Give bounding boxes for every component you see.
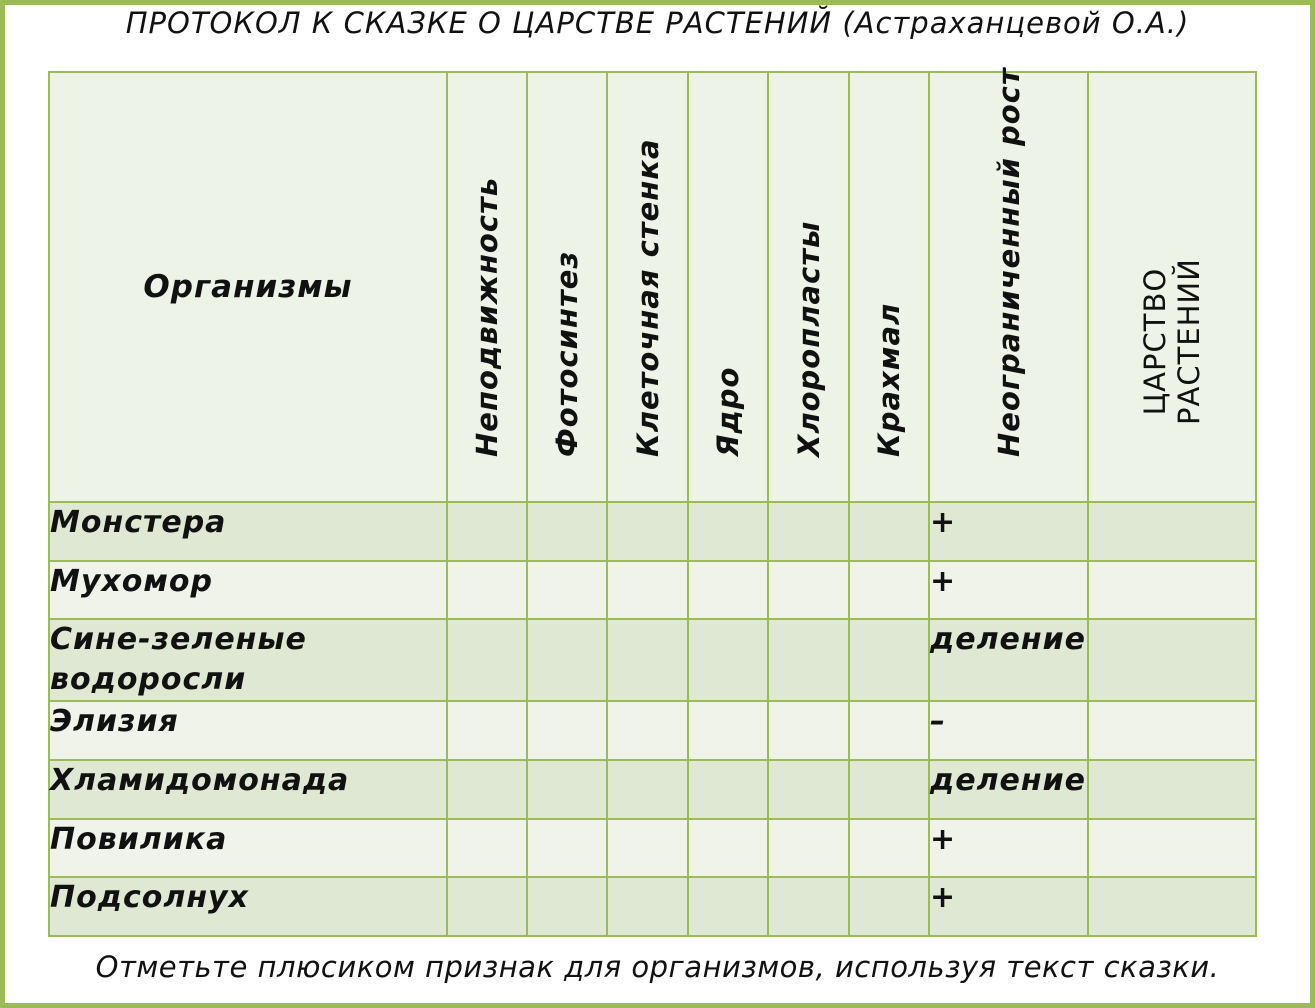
- feature-cell[interactable]: [447, 760, 527, 819]
- header-starch: [849, 72, 929, 502]
- table-row: [49, 701, 1256, 760]
- feature-cell[interactable]: [607, 561, 688, 619]
- header-chloroplasts: [768, 72, 849, 502]
- feature-cell[interactable]: [849, 701, 929, 760]
- header-plant-kingdom: [1088, 72, 1256, 502]
- growth-cell[interactable]: –: [929, 701, 1088, 760]
- feature-cell[interactable]: [768, 502, 849, 561]
- kingdom-cell[interactable]: [1088, 760, 1256, 819]
- header-label: ЦАРСТВО РАСТЕНИЙ: [1138, 258, 1206, 425]
- feature-cell[interactable]: [849, 502, 929, 561]
- organism-cell: Повилика: [49, 819, 447, 877]
- organism-cell: Сине-зеленые водоросли: [49, 619, 447, 701]
- kingdom-cell[interactable]: [1088, 619, 1256, 701]
- table-row: [49, 502, 1256, 561]
- table-row: [49, 561, 1256, 619]
- kingdom-cell[interactable]: [1088, 877, 1256, 936]
- feature-cell[interactable]: [688, 561, 768, 619]
- protocol-table: [48, 67, 1257, 937]
- feature-cell[interactable]: [768, 760, 849, 819]
- feature-cell[interactable]: [768, 877, 849, 936]
- header-organisms: Организмы: [49, 72, 447, 502]
- feature-cell[interactable]: [527, 760, 607, 819]
- header-label: Ядро: [711, 366, 745, 457]
- kingdom-cell[interactable]: [1088, 701, 1256, 760]
- feature-cell[interactable]: [849, 819, 929, 877]
- feature-cell[interactable]: [447, 701, 527, 760]
- feature-cell[interactable]: [768, 819, 849, 877]
- feature-cell[interactable]: [849, 760, 929, 819]
- feature-cell[interactable]: [447, 819, 527, 877]
- header-label: Хлоропласты: [791, 220, 826, 457]
- header-cell-wall: [607, 72, 688, 502]
- table-header-row: [49, 72, 1256, 502]
- growth-cell[interactable]: деление: [929, 619, 1088, 701]
- feature-cell[interactable]: [607, 877, 688, 936]
- feature-cell[interactable]: [849, 877, 929, 936]
- feature-cell[interactable]: [447, 561, 527, 619]
- feature-cell[interactable]: [447, 877, 527, 936]
- feature-cell[interactable]: [607, 760, 688, 819]
- feature-cell[interactable]: [849, 561, 929, 619]
- table-row: [49, 619, 1256, 701]
- header-nucleus: [688, 72, 768, 502]
- header-label: Клеточная стенка: [630, 138, 665, 457]
- feature-cell[interactable]: [607, 819, 688, 877]
- feature-cell[interactable]: [607, 701, 688, 760]
- organism-cell: Подсолнух: [49, 877, 447, 936]
- feature-cell[interactable]: [688, 502, 768, 561]
- feature-cell[interactable]: [688, 819, 768, 877]
- organism-cell: Хламидомонада: [49, 760, 447, 819]
- table-row: [49, 760, 1256, 819]
- feature-cell[interactable]: [527, 502, 607, 561]
- table-row: [49, 819, 1256, 877]
- growth-cell[interactable]: +: [929, 819, 1088, 877]
- feature-cell[interactable]: [527, 819, 607, 877]
- feature-cell[interactable]: [527, 877, 607, 936]
- feature-cell[interactable]: [688, 619, 768, 701]
- header-unlimited-growth: [929, 67, 1088, 502]
- feature-cell[interactable]: [688, 760, 768, 819]
- growth-cell[interactable]: +: [929, 561, 1088, 619]
- feature-cell[interactable]: [527, 561, 607, 619]
- feature-cell[interactable]: [768, 701, 849, 760]
- organism-cell: Монстера: [49, 502, 447, 561]
- feature-cell[interactable]: [768, 619, 849, 701]
- header-immobility: [447, 72, 527, 502]
- organism-cell: Мухомор: [49, 561, 447, 619]
- growth-cell[interactable]: +: [929, 502, 1088, 561]
- header-label: Фотосинтез: [550, 250, 584, 457]
- kingdom-cell[interactable]: [1088, 561, 1256, 619]
- table-row: [49, 877, 1256, 936]
- feature-cell[interactable]: [768, 561, 849, 619]
- page-title: ПРОТОКОЛ К СКАЗКЕ О ЦАРСТВЕ РАСТЕНИЙ (Астраханцевой О.А.): [125, 6, 1190, 40]
- feature-cell[interactable]: [688, 701, 768, 760]
- feature-cell[interactable]: [607, 502, 688, 561]
- feature-cell[interactable]: [849, 619, 929, 701]
- kingdom-cell[interactable]: [1088, 819, 1256, 877]
- growth-cell[interactable]: деление: [929, 760, 1088, 819]
- feature-cell[interactable]: [447, 619, 527, 701]
- header-label: Неподвижность: [470, 176, 504, 457]
- growth-cell[interactable]: +: [929, 877, 1088, 936]
- feature-cell[interactable]: [607, 619, 688, 701]
- organism-cell: Элизия: [49, 701, 447, 760]
- instruction-text: Отметьте плюсиком признак для организмов, используя текст сказки.: [95, 950, 1220, 984]
- feature-cell[interactable]: [688, 877, 768, 936]
- feature-cell[interactable]: [447, 502, 527, 561]
- header-label: Крахмал: [872, 302, 906, 457]
- kingdom-cell[interactable]: [1088, 502, 1256, 561]
- header-label: Неограниченный рост: [991, 67, 1026, 457]
- feature-cell[interactable]: [527, 619, 607, 701]
- feature-cell[interactable]: [527, 701, 607, 760]
- header-photosynthesis: [527, 72, 607, 502]
